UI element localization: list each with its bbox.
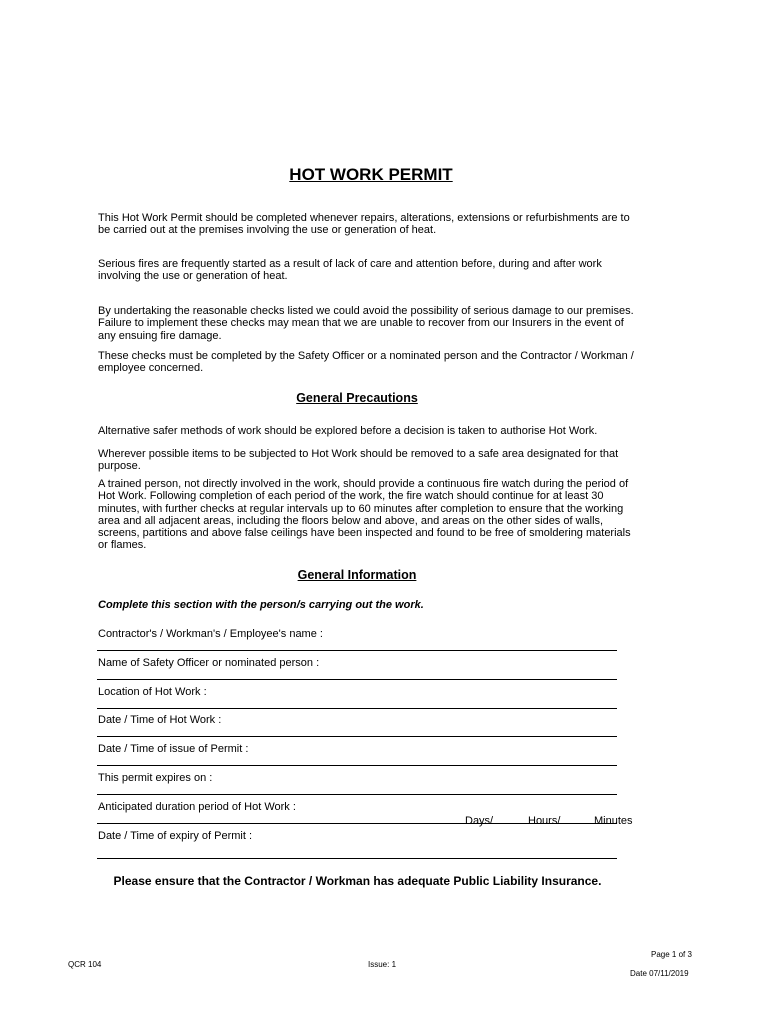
permit-expires-label: This permit expires on : — [98, 772, 213, 784]
issue-number: Issue: 1 — [368, 960, 397, 969]
contractor-name-field[interactable] — [97, 628, 617, 651]
permit-issue-datetime-field[interactable] — [97, 743, 617, 766]
permit-expiry-datetime-label: Date / Time of expiry of Permit : — [98, 830, 253, 842]
intro-paragraph-4: These checks must be completed by the Safety Officer or a nominated person and the Contractor / Workman / employee concerned. — [98, 350, 634, 375]
document-reference: QCR 104 — [68, 960, 102, 969]
intro-paragraph-1: This Hot Work Permit should be completed whenever repairs, alterations, extensions or refurbishments are to be carried out at the premises involving the use or generation of heat. — [98, 212, 630, 237]
location-label: Location of Hot Work : — [98, 686, 207, 698]
general-precautions-heading: General Precautions — [296, 391, 418, 405]
days-unit-label: Days/ — [465, 815, 494, 827]
duration-label: Anticipated duration period of Hot Work : — [98, 801, 296, 813]
liability-notice: Please ensure that the Contractor / Workman has adequate Public Liability Insurance. — [113, 874, 602, 888]
intro-paragraph-2: Serious fires are frequently started as a result of lack of care and attention before, during and after work involving the use or generation of heat. — [98, 258, 602, 283]
precaution-paragraph-3: A trained person, not directly involved in the work, should provide a continuous fire watch during the period of Hot Work. Following completion of each period of the work, the fire watch should continue for at least 30 minutes, with further checks at regular intervals up to 60 minutes after completion to ensure that the working area and all adjacent areas, including the floors below and above, and areas on the other sides of walls, screens, partitions and above false ceilings have been inspected and found to be free of smoldering materials or flames. — [98, 478, 631, 552]
document-date: Date 07/11/2019 — [630, 969, 689, 978]
information-instruction: Complete this section with the person/s carrying out the work. — [98, 599, 424, 611]
permit-issue-datetime-label: Date / Time of issue of Permit : — [98, 743, 249, 755]
hot-work-datetime-field[interactable] — [97, 714, 617, 737]
safety-officer-label: Name of Safety Officer or nominated person : — [98, 657, 320, 669]
intro-paragraph-3: By undertaking the reasonable checks listed we could avoid the possibility of serious damage to our premises. Failure to implement these checks may mean that we are unable to recover from our Insurers in the event of any ensuing fire damage. — [98, 305, 634, 342]
general-information-heading: General Information — [297, 568, 417, 582]
minutes-unit-label: Minutes — [594, 815, 633, 827]
permit-expires-field[interactable] — [97, 772, 617, 795]
hot-work-datetime-label: Date / Time of Hot Work : — [98, 714, 222, 726]
precaution-paragraph-2: Wherever possible items to be subjected to Hot Work should be removed to a safe area designated for that purpose. — [98, 448, 619, 473]
hours-unit-label: Hours/ — [528, 815, 561, 827]
precaution-paragraph-1: Alternative safer methods of work should be explored before a decision is taken to authorise Hot Work. — [98, 425, 598, 437]
safety-officer-field[interactable] — [97, 657, 617, 680]
page-title: HOT WORK PERMIT — [289, 165, 453, 184]
page-number: Page 1 of 3 — [651, 950, 692, 959]
location-field[interactable] — [97, 686, 617, 709]
contractor-name-label: Contractor's / Workman's / Employee's name : — [98, 628, 323, 640]
permit-expiry-datetime-field[interactable] — [97, 830, 617, 859]
